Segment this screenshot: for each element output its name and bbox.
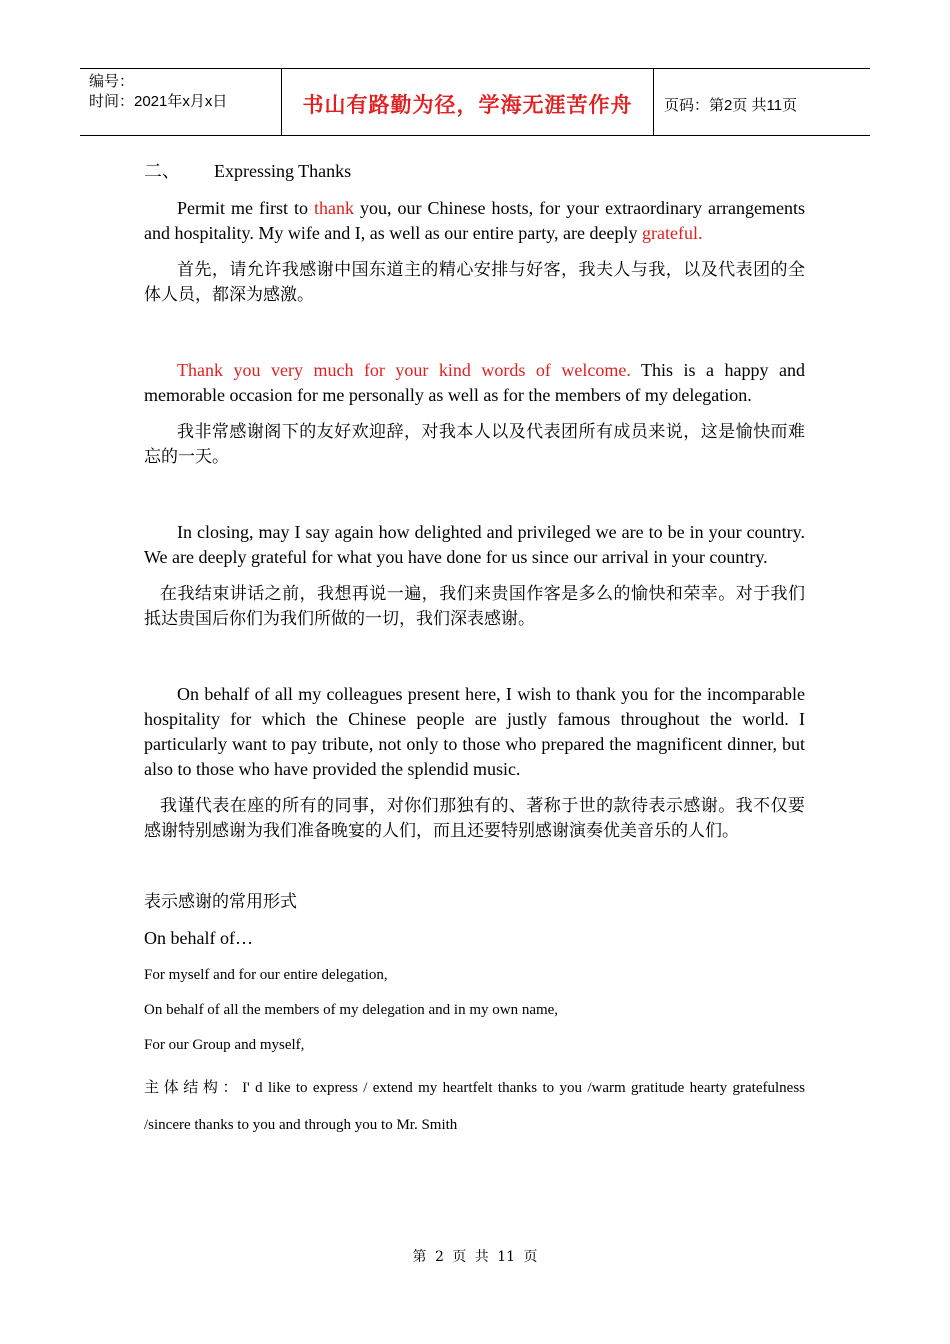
- form-item-3: For our Group and myself,: [144, 1037, 305, 1053]
- document-body: [144, 157, 805, 1144]
- structure-paragraph: [144, 1069, 805, 1144]
- p2-highlight: Thank you very much for your kind words of welcome.: [177, 360, 631, 380]
- page-footer: 第 2 页 共 11 页: [412, 1249, 538, 1265]
- paragraph-3-chinese: 在我结束讲话之前，我想再说一遍，我们来贵国作客是多么的愉快和荣幸。对于我们抵达贵国后你们为我们所做的一切，我们深表感谢。: [144, 584, 805, 629]
- p1-text-a: Permit me first to: [177, 198, 315, 218]
- forms-title: 表示感谢的常用形式: [144, 892, 297, 912]
- date-label: 时间：2021年x月x日: [89, 93, 228, 110]
- section-title: Expressing Thanks: [214, 161, 352, 181]
- paragraph-2: [144, 358, 805, 408]
- form-item-1: For myself and for our entire delegation,: [144, 967, 388, 983]
- page-header: [80, 68, 870, 136]
- form-item-2: On behalf of all the members of my delegation and in my own name,: [144, 1002, 559, 1018]
- p1-text-b: you, our Chinese hosts, for your extraordinary arrangements and hospitality. My wife and I, as well as our entire party, are deeply: [144, 198, 805, 243]
- p1-highlight-thank: thank: [314, 198, 355, 218]
- forms-subtitle: On behalf of…: [144, 928, 253, 948]
- header-meta: [80, 69, 281, 135]
- header-motto: 书山有路勤为径，学海无涯苦作舟: [281, 69, 654, 135]
- header-page-label: 页码：第2页 共11页: [664, 97, 798, 114]
- paragraph-4: On behalf of all my colleagues present here, I wish to thank you for the incomparable hospitality for which the Chinese people are justly famous throughout the world. I particularly want to pay tribute, not only to those who prepared the magnificent dinner, but also to those who have provided the splendid music.: [144, 684, 805, 779]
- structure-label: 主体结构：: [144, 1078, 243, 1096]
- paragraph-4-chinese: 我谨代表在座的所有的同事，对你们那独有的、著称于世的款待表示感谢。我不仅要感谢特别感谢为我们准备晚宴的人们，而且还要特别感谢演奏优美音乐的人们。: [144, 796, 805, 841]
- structure-text: I' d like to express / extend my heartfelt thanks to you /warm gratitude hearty gratefulness /sincere thanks to you and through you to Mr. Smith: [144, 1080, 805, 1133]
- paragraph-3: In closing, may I say again how delighted and privileged we are to be in your country. We are deeply grateful for what you have done for us since our arrival in your country.: [144, 522, 805, 567]
- paragraph-1-chinese: 首先，请允许我感谢中国东道主的精心安排与好客，我夫人与我，以及代表团的全体人员，都深为感激。: [144, 260, 805, 305]
- p1-highlight-grateful: grateful.: [642, 223, 703, 243]
- section-number: 二、: [144, 161, 180, 181]
- p2-text: This is a happy and memorable occasion for me personally as well as for the members of my delegation.: [144, 360, 806, 405]
- paragraph-1: [144, 196, 805, 246]
- paragraph-2-chinese: 我非常感谢阁下的友好欢迎辞，对我本人以及代表团所有成员来说，这是愉快而难忘的一天。: [144, 422, 805, 467]
- section-heading: [144, 157, 805, 183]
- number-label: 编号：: [89, 73, 135, 90]
